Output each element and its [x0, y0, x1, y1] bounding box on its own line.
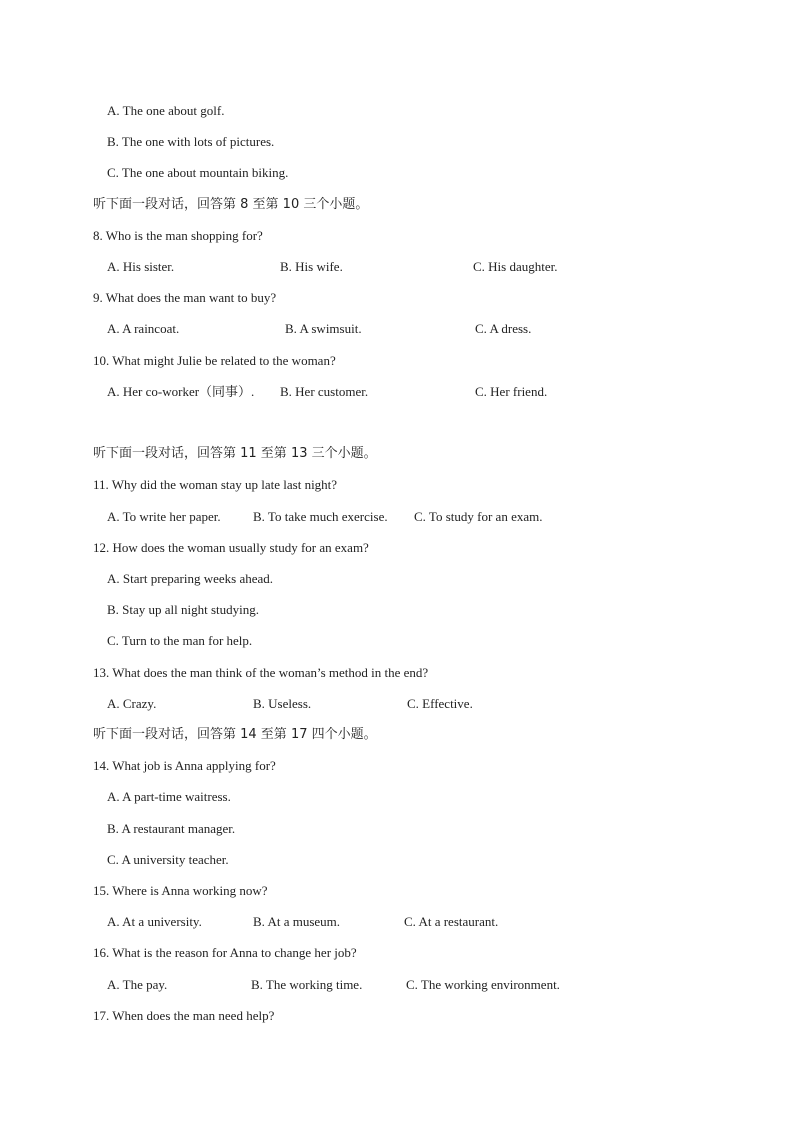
question-13: 13. What does the man think of the woman’s method in the end?	[93, 665, 429, 680]
option-b: B. The working time.	[251, 977, 363, 992]
section-heading: 听下面一段对话，回答第 14 至第 17 四个小题。	[93, 727, 377, 742]
option-c: C. At a restaurant.	[404, 914, 499, 929]
option-b: B. His wife.	[280, 259, 343, 274]
question-10: 10. What might Julie be related to the woman?	[93, 353, 336, 368]
option-c: C. A university teacher.	[107, 852, 229, 867]
option-a: A. His sister.	[107, 259, 175, 274]
option-a: A. Crazy.	[107, 696, 157, 711]
question-16: 16. What is the reason for Anna to change her job?	[93, 945, 357, 960]
question-12: 12. How does the woman usually study for an exam?	[93, 540, 369, 555]
option-a: A. The one about golf.	[107, 103, 225, 118]
option-b: B. A restaurant manager.	[107, 821, 236, 836]
option-b: B. The one with lots of pictures.	[107, 134, 275, 149]
option-b: B. Her customer.	[280, 384, 369, 399]
option-a: A. Start preparing weeks ahead.	[107, 571, 274, 586]
option-c: C. To study for an exam.	[414, 509, 543, 524]
option-c: C. Her friend.	[475, 384, 548, 399]
option-c: C. Turn to the man for help.	[107, 633, 253, 648]
option-c: C. The working environment.	[406, 977, 560, 992]
option-c: C. The one about mountain biking.	[107, 165, 289, 180]
section-heading: 听下面一段对话，回答第 11 至第 13 三个小题。	[93, 446, 377, 461]
question-15: 15. Where is Anna working now?	[93, 883, 268, 898]
option-b: B. Stay up all night studying.	[107, 602, 260, 617]
option-c: C. A dress.	[475, 321, 532, 336]
option-c: C. His daughter.	[473, 259, 558, 274]
question-9: 9. What does the man want to buy?	[93, 290, 277, 305]
option-a: A. Her co-worker（同事）.	[107, 384, 255, 399]
option-a: A. The pay.	[107, 977, 168, 992]
question-17: 17. When does the man need help?	[93, 1008, 275, 1023]
option-a: A. To write her paper.	[107, 509, 221, 524]
option-b: B. Useless.	[253, 696, 312, 711]
question-14: 14. What job is Anna applying for?	[93, 758, 276, 773]
option-c: C. Effective.	[407, 696, 473, 711]
option-a: A. A part-time waitress.	[107, 789, 231, 804]
section-heading: 听下面一段对话，回答第 8 至第 10 三个小题。	[93, 197, 369, 212]
question-8: 8. Who is the man shopping for?	[93, 228, 263, 243]
option-a: A. A raincoat.	[107, 321, 180, 336]
option-b: B. A swimsuit.	[285, 321, 362, 336]
option-a: A. At a university.	[107, 914, 202, 929]
option-b: B. To take much exercise.	[253, 509, 388, 524]
question-11: 11. Why did the woman stay up late last night?	[93, 477, 338, 492]
option-b: B. At a museum.	[253, 914, 341, 929]
